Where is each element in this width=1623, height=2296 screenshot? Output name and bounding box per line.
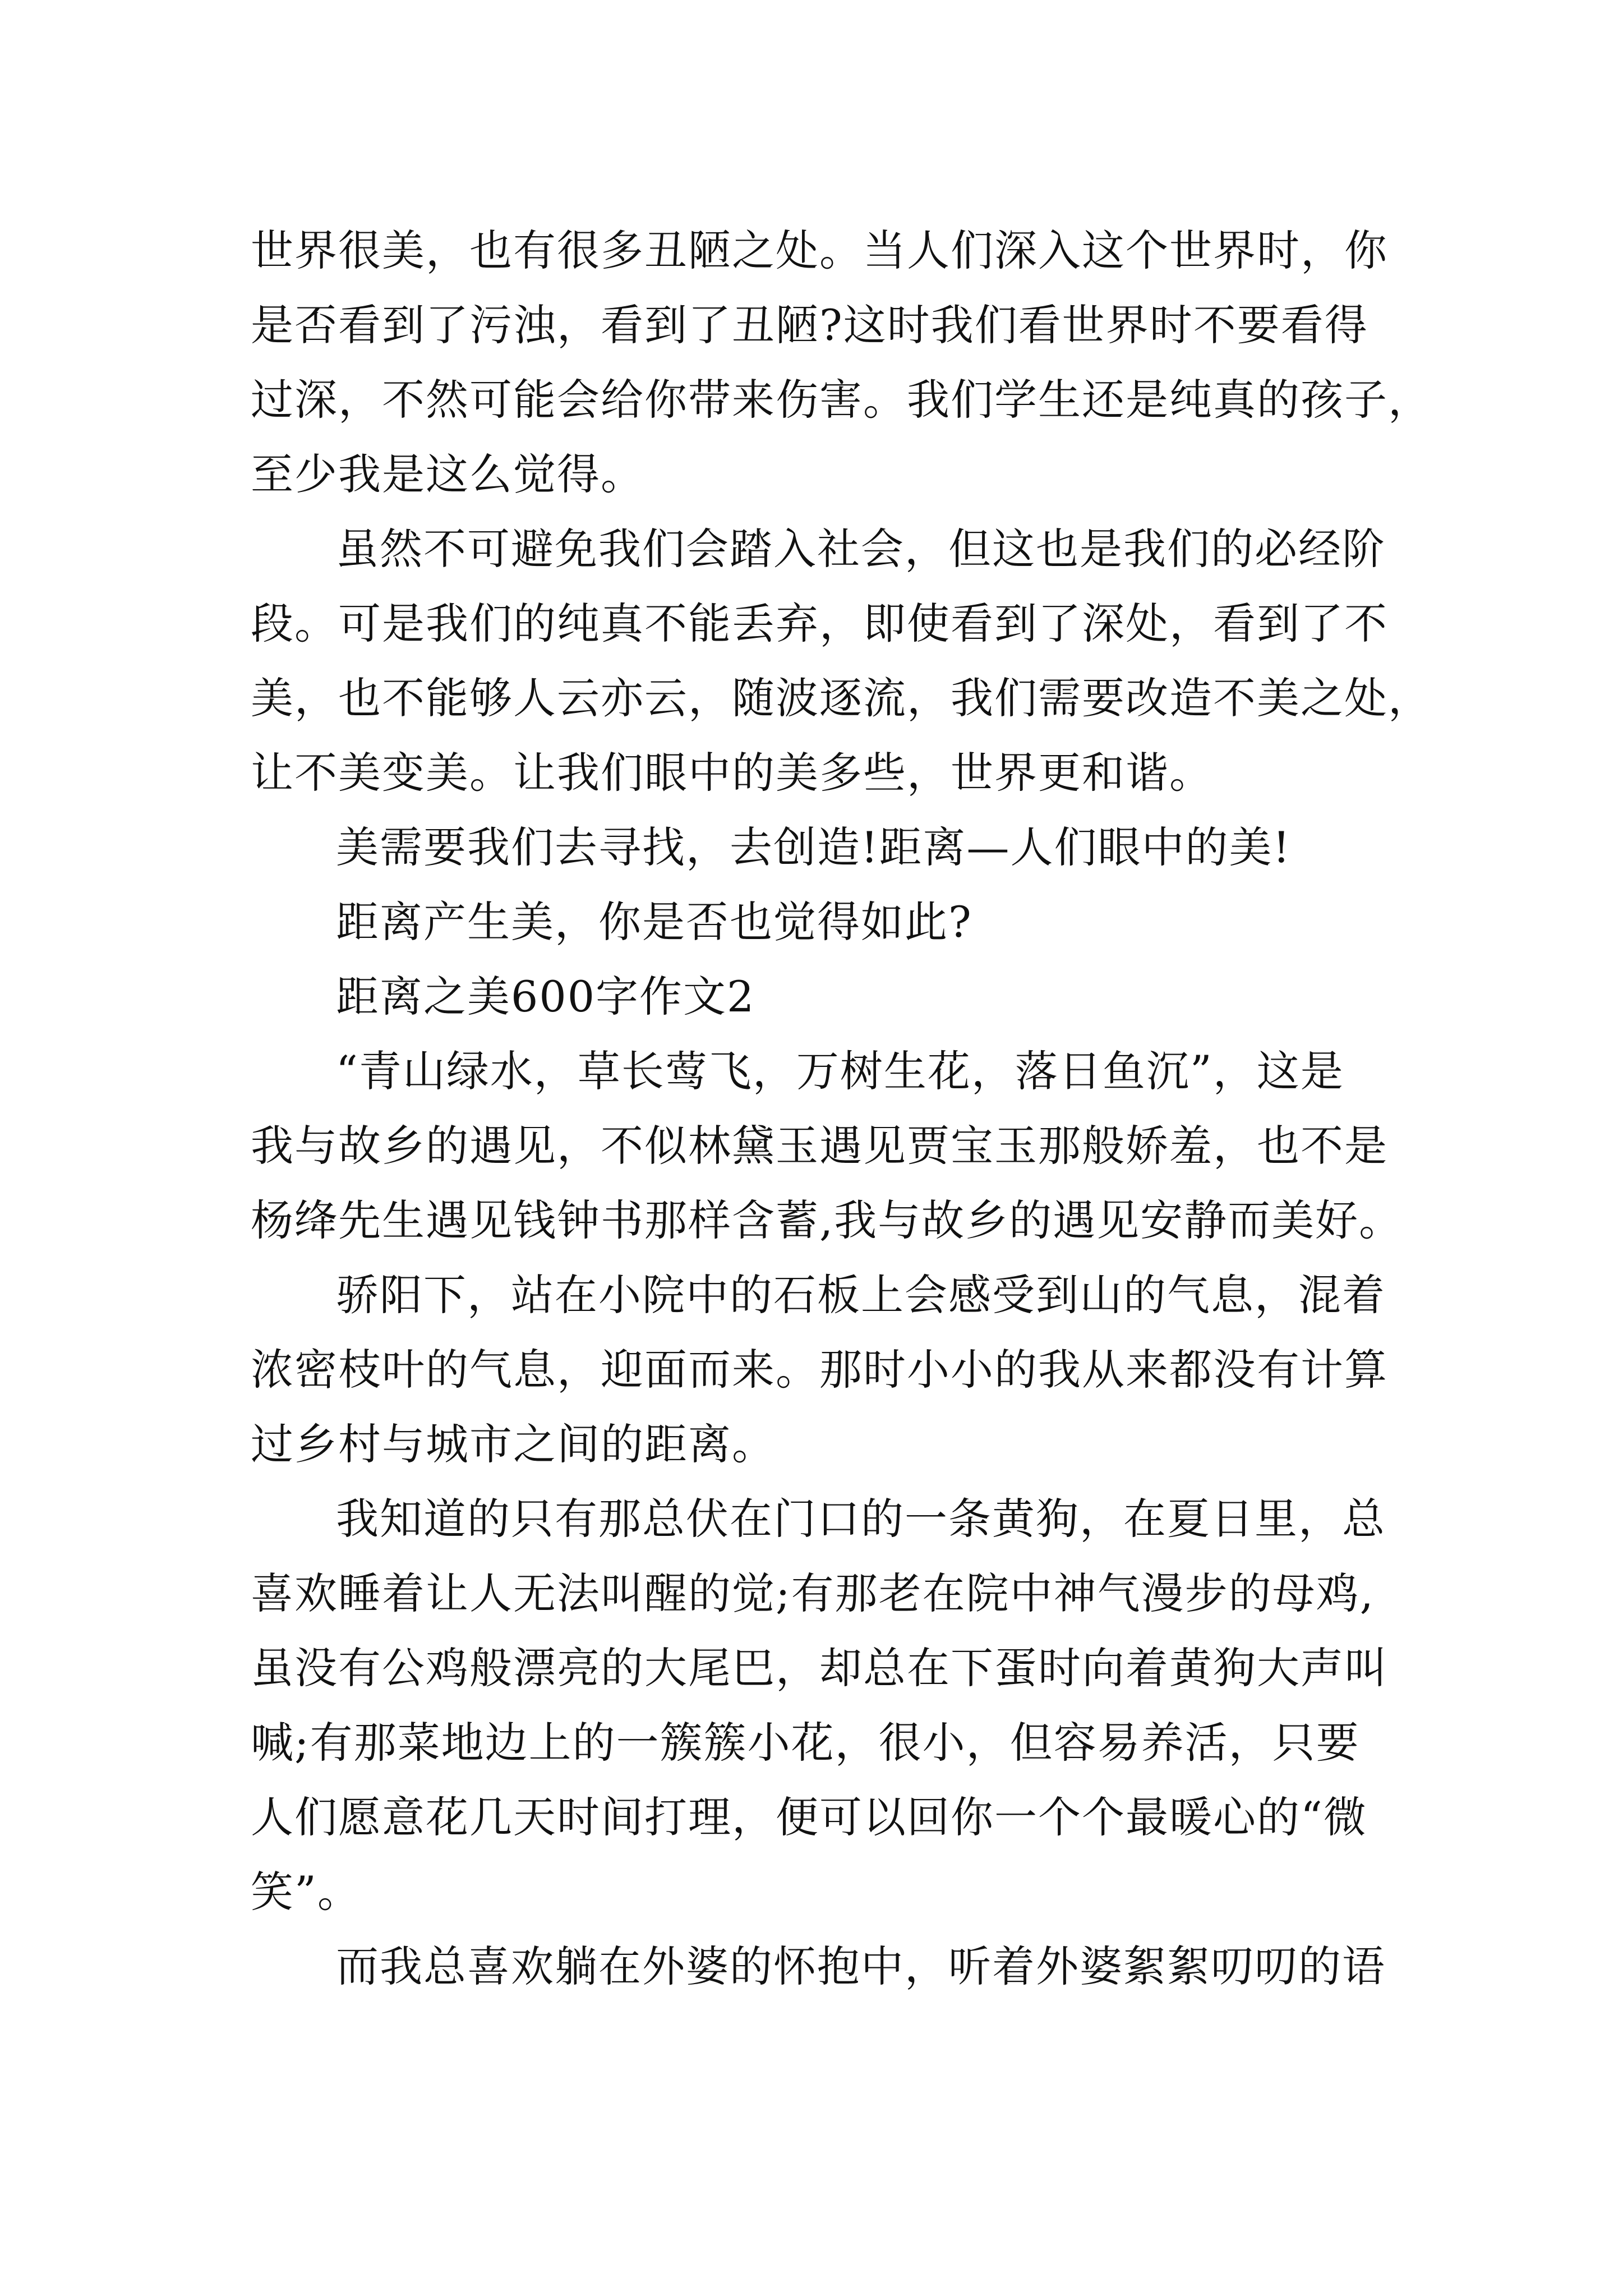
text-line: 虽没有公鸡般漂亮的大尾巴，却总在下蛋时向着黄狗大声叫 <box>251 1643 1388 1693</box>
text-line: 美，也不能够人云亦云，随波逐流，我们需要改造不美之处， <box>251 673 1432 723</box>
text-line: 笑”。 <box>251 1867 361 1917</box>
paragraph-start-line: 我知道的只有那总伏在门口的一条黄狗，在夏日里，总 <box>336 1494 1386 1544</box>
text-line: 浓密枝叶的气息，迎面而来。那时小小的我从来都没有计算 <box>251 1345 1388 1395</box>
text-line: 人们愿意花几天时间打理，便可以回你一个个最暖心的“微 <box>251 1792 1367 1842</box>
text-line: 让不美变美。让我们眼中的美多些，世界更和谐。 <box>251 748 1213 798</box>
text-line: 世界很美，也有很多丑陋之处。当人们深入这个世界时，你 <box>251 226 1388 275</box>
paragraph-start-line: 美需要我们去寻找，去创造!距离—人们眼中的美! <box>336 822 1292 872</box>
paragraph-start-line: “青山绿水，草长莺飞，万树生花，落日鱼沉”，这是 <box>336 1046 1344 1096</box>
paragraph-start-line: 距离产生美，你是否也觉得如此? <box>336 897 972 947</box>
paragraph-start-line: 虽然不可避免我们会踏入社会，但这也是我们的必经阶 <box>336 524 1386 574</box>
text-line: 过深，不然可能会给你带来伤害。我们学生还是纯真的孩子， <box>251 375 1432 425</box>
text-line: 段。可是我们的纯真不能丢弃，即使看到了深处，看到了不 <box>251 599 1388 648</box>
document-body <box>251 213 1432 2004</box>
text-line: 我与故乡的遇见，不似林黛玉遇见贾宝玉那般娇羞，也不是 <box>251 1121 1388 1171</box>
text-line: 杨绛先生遇见钱钟书那样含蓄,我与故乡的遇见安静而美好。 <box>251 1195 1403 1245</box>
paragraph-start-line: 而我总喜欢躺在外婆的怀抱中，听着外婆絮絮叨叨的语 <box>336 1941 1386 1991</box>
text-line: 喜欢睡着让人无法叫醒的觉;有那老在院中神气漫步的母鸡, <box>251 1568 1375 1618</box>
text-line: 是否看到了污浊，看到了丑陋?这时我们看世界时不要看得 <box>251 300 1368 350</box>
text-line: 喊;有那菜地边上的一簇簇小花，很小，但容易养活，只要 <box>251 1718 1360 1768</box>
paragraph-start-line: 骄阳下，站在小院中的石板上会感受到山的气息，混着 <box>336 1270 1386 1320</box>
text-line: 至少我是这么觉得。 <box>251 449 644 499</box>
text-line: 过乡村与城市之间的距离。 <box>251 1419 776 1469</box>
section-title: 距离之美600字作文2 <box>336 972 755 1022</box>
